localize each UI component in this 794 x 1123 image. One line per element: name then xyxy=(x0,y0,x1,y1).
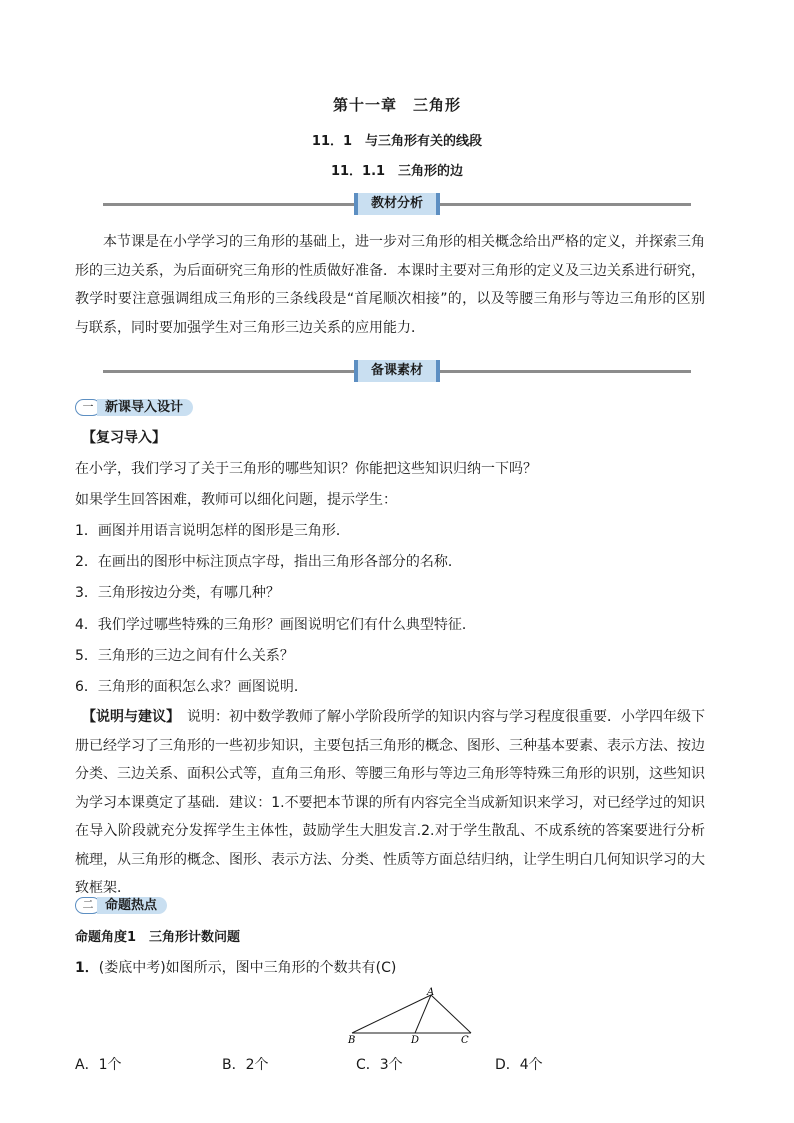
triangle-figure xyxy=(345,985,480,1045)
list-item: 4．我们学过哪些特殊的三角形？画图说明它们有什么典型特征． xyxy=(75,617,476,633)
question-number: 1． xyxy=(75,960,99,976)
analysis-paragraph xyxy=(75,228,705,342)
section-title: 11．1 与三角形有关的线段 xyxy=(311,134,483,149)
review-heading: 【复习导入】 xyxy=(82,430,166,446)
review-hint: 如果学生回答困难，教师可以细化问题，提示学生： xyxy=(75,492,397,508)
question-text: (娄底中考)如图所示，图中三角形的个数共有(C) xyxy=(98,960,397,976)
segment-ad xyxy=(415,995,431,1033)
list-item: 6．三角形的面积怎么求？画图说明． xyxy=(75,679,308,695)
section-tag-intro xyxy=(75,398,193,417)
option-c: C．3个 xyxy=(356,1057,403,1073)
vertex-label-a: A xyxy=(427,987,435,998)
list-item: 5．三角形的三边之间有什么关系？ xyxy=(75,648,294,664)
note-paragraph xyxy=(75,703,705,903)
banner-analysis xyxy=(103,193,691,215)
chapter-title: 第十一章 三角形 xyxy=(332,96,461,114)
banner-analysis-label: 教材分析 xyxy=(354,193,440,215)
list-item: 3．三角形按边分类，有哪几种？ xyxy=(75,585,280,601)
subsection-title: 11．1.1 三角形的边 xyxy=(330,164,464,179)
review-question: 在小学，我们学习了关于三角形的哪些知识？你能把这些知识归纳一下吗？ xyxy=(75,461,537,477)
note-text: 说明：初中数学教师了解小学阶段所学的知识内容与学习程度很重要．小学四年级下册已经学习了三角形的一些初步知识，主要包括三角形的概念、图形、三种基本要素、表示方法、按边分类、三边关系、面积公式等，直角三角形、等腰三角形与等边三角形等特殊三角形的识别，这些知识为学习本课奠定了基础．建议：1.不要把本节课的所有内容完全当成新知识来学习，对已经学过的知识在导入阶段就充分发挥学生主体性，鼓励学生大胆发言.2.对于学生散乱、不成系统的答案要进行分析梳理，从三角形的概念、图形、表示方法、分类、性质等方面总结归纳，让学生明白几何知识学习的大致框架． xyxy=(75,709,705,896)
vertex-label-d: D xyxy=(411,1035,420,1045)
side-ac xyxy=(431,995,471,1033)
option-b: B．2个 xyxy=(222,1057,269,1073)
answer-options xyxy=(75,1054,705,1074)
question xyxy=(75,958,396,978)
note-heading: 【说明与建议】 xyxy=(82,709,173,725)
list-item: 1．画图并用语言说明怎样的图形是三角形． xyxy=(75,523,350,539)
section-tag-number: 一 xyxy=(75,399,101,416)
vertex-label-c: C xyxy=(461,1035,469,1045)
list-item: 2．在画出的图形中标注顶点字母，指出三角形各部分的名称． xyxy=(75,554,462,570)
vertex-label-b: B xyxy=(348,1035,356,1045)
analysis-text: 本节课是在小学学习的三角形的基础上，进一步对三角形的相关概念给出严格的定义，并探索三角形的三边关系，为后面研究三角形的性质做好准备．本课时主要对三角形的定义及三边关系进行研究，教学时要注意强调组成三角形的三条线段是“首尾顺次相接”的，以及等腰三角形与等边三角形的区别与联系，同时要加强学生对三角形三边关系的应用能力． xyxy=(75,234,705,336)
section-tag-label: 新课导入设计 xyxy=(97,399,193,416)
banner-materials xyxy=(103,360,691,382)
side-ab xyxy=(352,995,431,1033)
section-tag-hotspot xyxy=(75,896,167,915)
section-tag-number: 二 xyxy=(75,897,101,914)
section-tag-label: 命题热点 xyxy=(97,897,167,914)
option-a: A．1个 xyxy=(75,1057,122,1073)
banner-materials-label: 备课素材 xyxy=(354,360,440,382)
question-angle: 命题角度1 三角形计数问题 xyxy=(75,930,241,945)
option-d: D．4个 xyxy=(495,1057,543,1073)
